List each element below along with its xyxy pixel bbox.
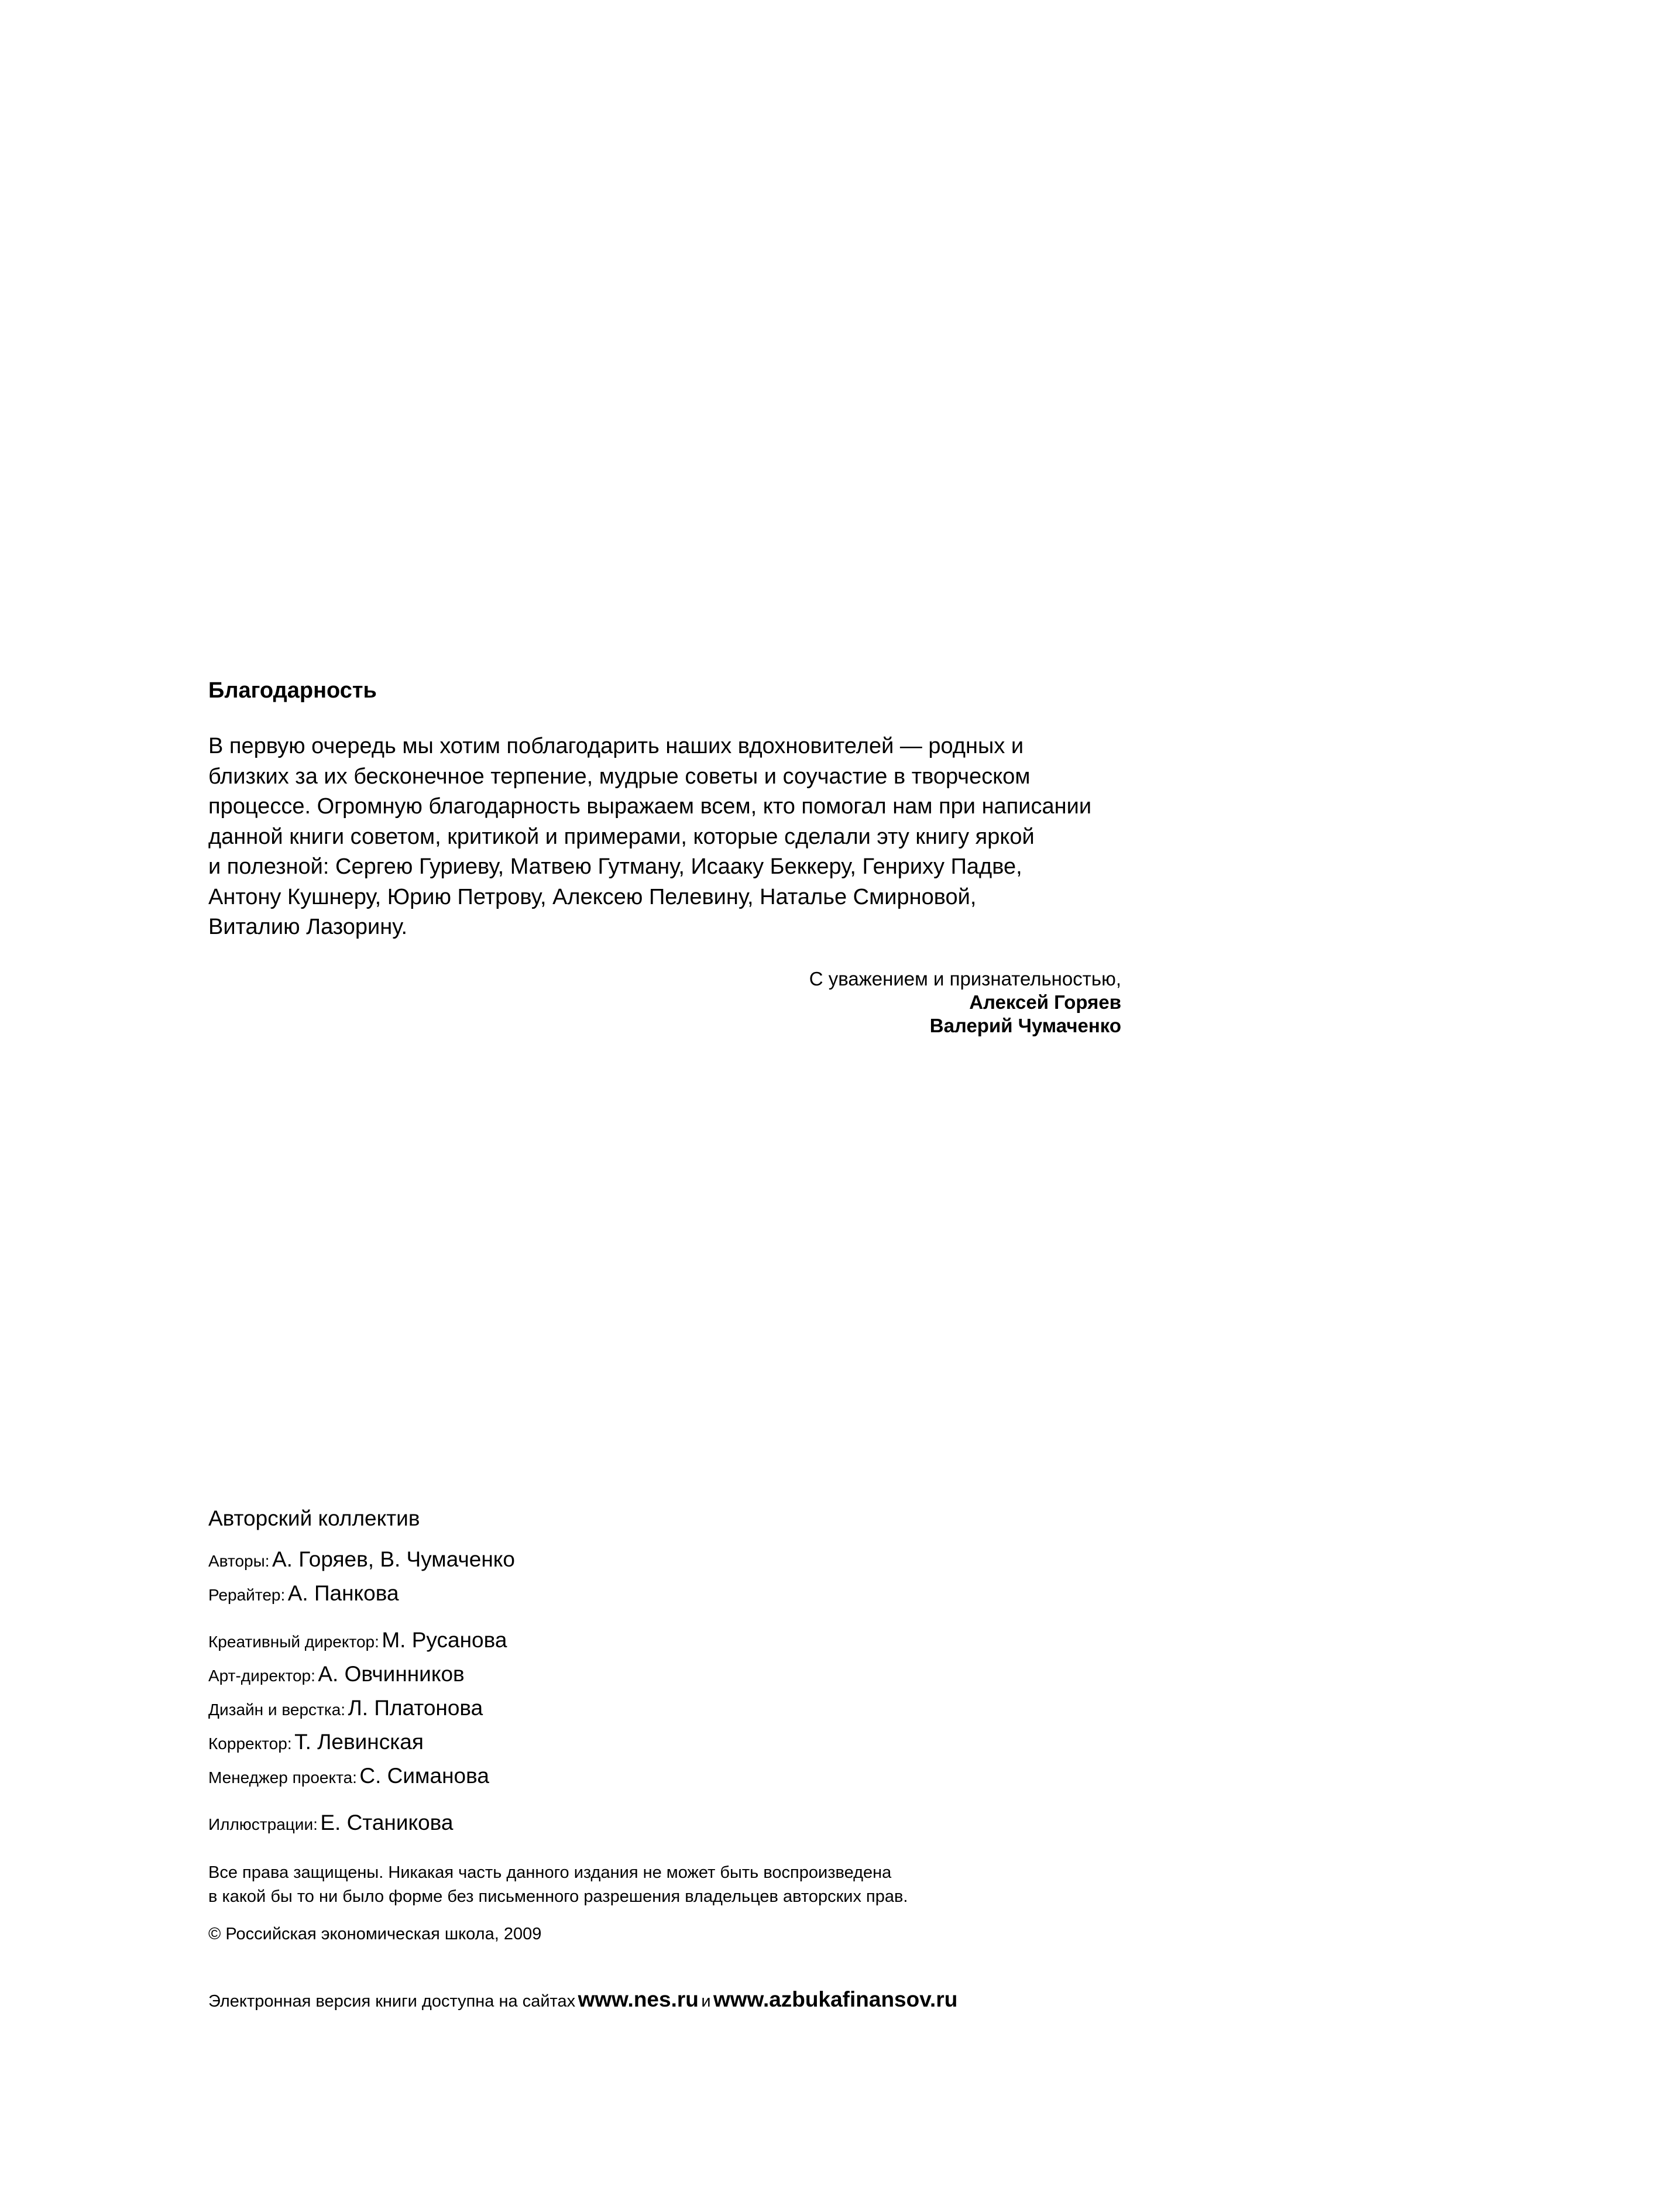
credit-row: [208, 1694, 1086, 1727]
website-link-nes[interactable]: www.nes.ru: [578, 1987, 699, 2011]
credit-row: [208, 1808, 1086, 1842]
signer-name: Алексей Горяев: [969, 991, 1121, 1013]
acknowledgement-line: данной книги советом, критикой и примерами, которые сделали эту книгу яркой: [208, 824, 1035, 849]
credit-row: [208, 1761, 1086, 1795]
credit-row: [208, 1545, 1086, 1579]
acknowledgement-line: близких за их бесконечное терпение, мудрые советы и соучастие в творческом: [208, 764, 1031, 789]
acknowledgement-line: Виталию Лазорину.: [208, 915, 408, 939]
credit-row: [208, 1727, 1086, 1761]
credit-value: Е. Станикова: [320, 1811, 454, 1835]
acknowledgement-title: Благодарность: [208, 678, 377, 703]
credit-value: Л. Платонова: [348, 1696, 483, 1720]
credit-label: Авторы:: [208, 1552, 270, 1570]
credits-section: [208, 1504, 1086, 1842]
rights-notice-line: Все права защищены. Никакая часть данного издания не может быть воспроизведена: [208, 1863, 892, 1882]
credit-value: А. Овчинников: [318, 1662, 465, 1686]
credit-label: Рерайтер:: [208, 1586, 286, 1604]
credit-value: Т. Левинская: [294, 1730, 424, 1754]
credit-value: С. Симанова: [359, 1764, 489, 1788]
web-connector: и: [701, 1992, 711, 2011]
credit-value: А. Горяев, В. Чумаченко: [272, 1547, 515, 1571]
credit-label: Арт-директор:: [208, 1667, 315, 1685]
credit-row: [208, 1660, 1086, 1694]
website-link-azbukafinansov[interactable]: www.azbukafinansov.ru: [713, 1987, 958, 2011]
signature-block: [208, 967, 1121, 1038]
legal-section: [208, 1861, 1262, 2019]
acknowledgement-line: В первую очередь мы хотим поблагодарить наших вдохновителей — родных и: [208, 734, 1024, 758]
credits-title: Авторский коллектив: [208, 1506, 420, 1530]
credit-label: Менеджер проекта:: [208, 1768, 357, 1787]
acknowledgement-line: и полезной: Сергею Гуриеву, Матвею Гутману, Исааку Беккеру, Генриху Падве,: [208, 854, 1022, 879]
credit-value: А. Панкова: [287, 1581, 399, 1605]
web-availability: [208, 1985, 1262, 2019]
rights-notice-line: в какой бы то ни было форме без письменного разрешения владельцев авторских прав.: [208, 1887, 908, 1906]
credit-label: Иллюстрации:: [208, 1815, 318, 1833]
web-prefix: Электронная версия книги доступна на сайтах: [208, 1992, 576, 2011]
copyright-notice: © Российская экономическая школа, 2009: [208, 1925, 542, 1943]
credit-row: [208, 1626, 1086, 1660]
credit-label: Дизайн и верстка:: [208, 1701, 346, 1719]
acknowledgement-line: процессе. Огромную благодарность выражаем всем, кто помогал нам при написании: [208, 794, 1092, 819]
closing-phrase: С уважением и признательностью,: [809, 967, 1121, 990]
credit-row: [208, 1579, 1086, 1613]
credit-value: М. Русанова: [382, 1628, 507, 1652]
credit-label: Корректор:: [208, 1734, 292, 1753]
acknowledgement-section: [208, 673, 1121, 1038]
acknowledgement-line: Антону Кушнеру, Юрию Петрову, Алексею Пелевину, Наталье Смирновой,: [208, 884, 977, 909]
signer-name: Валерий Чумаченко: [929, 1014, 1121, 1036]
credit-label: Креативный директор:: [208, 1633, 379, 1651]
acknowledgement-text: [208, 731, 1121, 943]
